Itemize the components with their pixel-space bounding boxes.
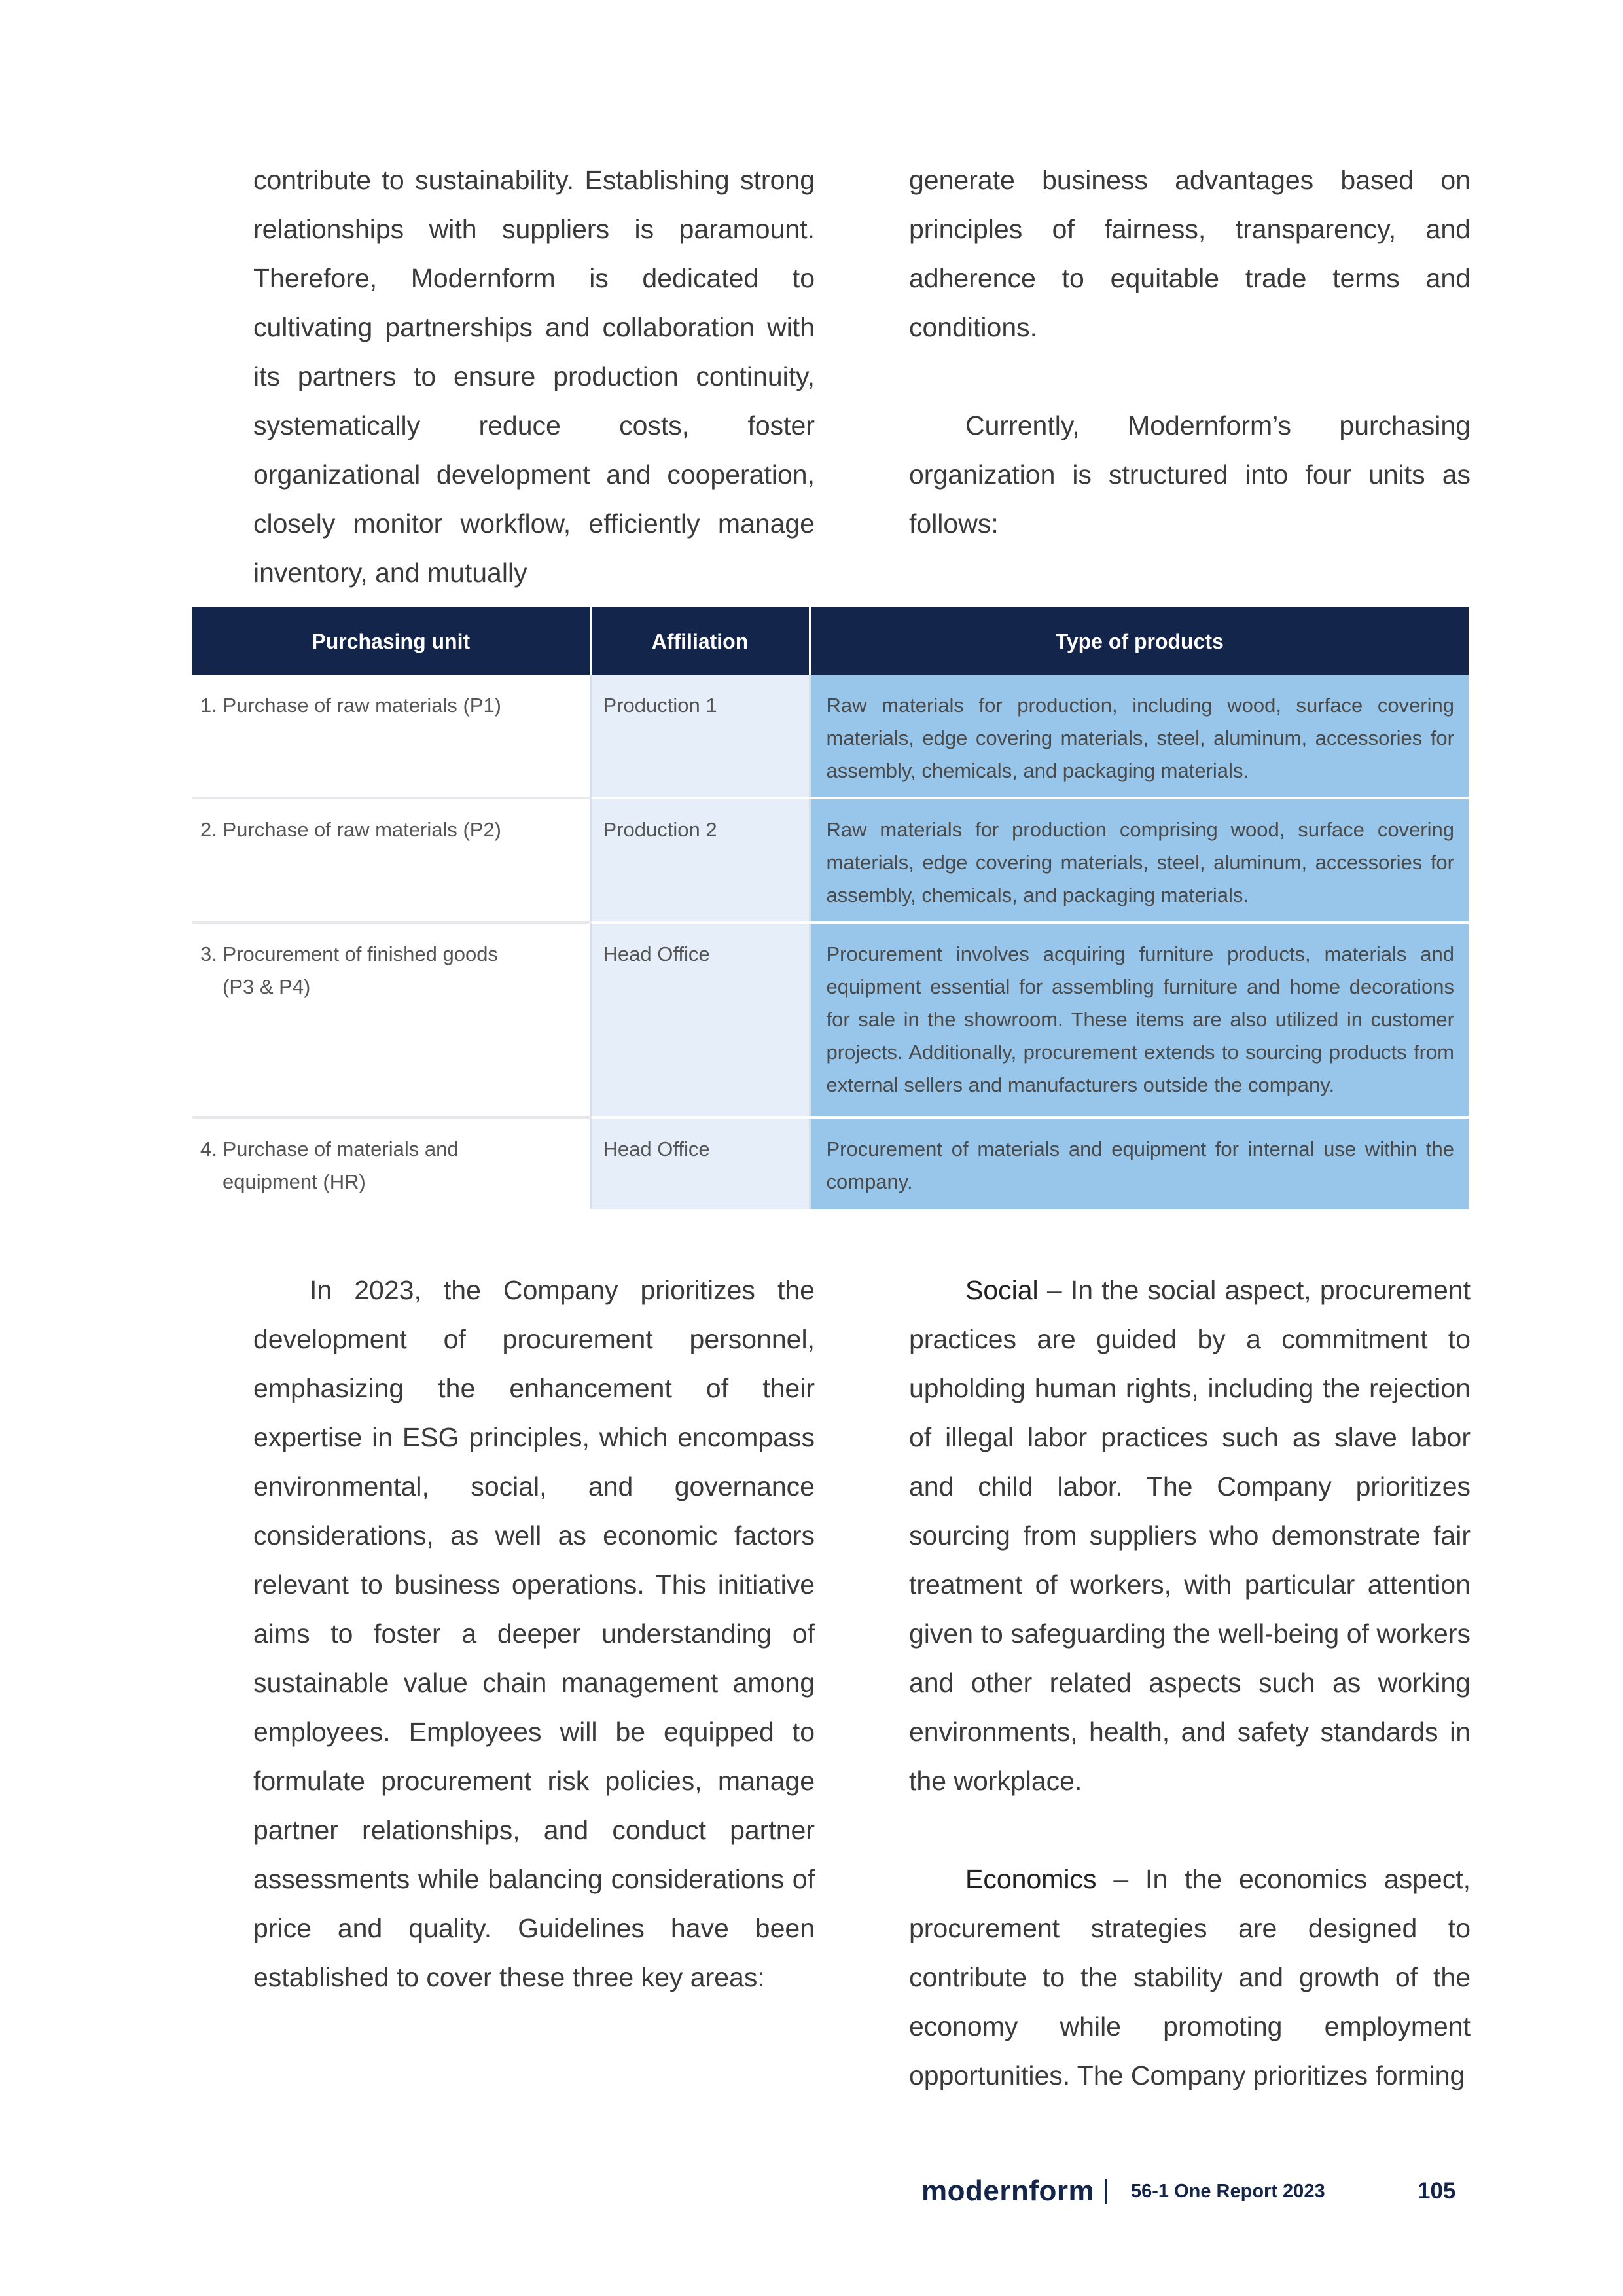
modernform-logo: modernform: [921, 2175, 1095, 2207]
products-cell: Raw materials for production, including wood, surface covering materials, edge covering materials, steel, aluminum, accessories for assembly, chemicals, and packaging materials.: [810, 675, 1469, 798]
bottom-left-column: [253, 1266, 815, 2002]
products-cell: Procurement of materials and equipment for internal use within the company.: [810, 1117, 1469, 1209]
purchasing-units-table: [192, 607, 1469, 1209]
paragraph-economics: [909, 1855, 1471, 2100]
affiliation-cell: Production 2: [590, 798, 810, 922]
top-left-column: [253, 156, 815, 598]
paragraph-procurement-personnel: In 2023, the Company prioritizes the development of procurement personnel, emphasizing the enhancement of their expertise in ESG principles, which encompass environmental, social, and governance considerations, as well as economic factors relevant to business operations. This initiative aims to foster a deeper understanding of sustainable value chain management among employees. Employees will be equipped to formulate procurement risk policies, manage partner relationships, and conduct partner assessments while balancing considerations of price and quality. Guidelines have been established to cover these three key areas:: [253, 1275, 815, 1992]
table-header-row: [192, 607, 1469, 675]
unit-name: 3. Procurement of finished goods: [200, 942, 498, 965]
header-affiliation: Affiliation: [590, 607, 810, 675]
affiliation-cell: Head Office: [590, 1117, 810, 1209]
paragraph-gap: [909, 1806, 1471, 1855]
footer-divider: [1105, 2179, 1107, 2204]
affiliation-cell: Head Office: [590, 922, 810, 1117]
report-title: 56-1 One Report 2023: [1131, 2180, 1325, 2202]
paragraph-business-advantages: generate business advantages based on principles of fairness, transparency, and adherence to equitable trade terms and conditions.: [909, 165, 1471, 342]
table-row: [192, 675, 1469, 798]
economics-heading: Economics: [965, 1864, 1097, 1894]
table-row: [192, 798, 1469, 922]
products-cell: Procurement involves acquiring furniture products, materials and equipment essential for assembling furniture and home decorations for sale in the showroom. These items are also utilized in customer projects. Additionally, procurement extends to sourcing products from external sellers and manufacturers outside the company.: [810, 922, 1469, 1117]
unit-name: 1. Purchase of raw materials (P1): [200, 694, 502, 717]
table-row: [192, 1117, 1469, 1209]
table-row: [192, 922, 1469, 1117]
purchasing-unit-cell: [192, 922, 590, 1117]
bottom-right-column: [909, 1266, 1471, 2100]
top-right-column: [909, 156, 1471, 548]
affiliation-cell: Production 1: [590, 675, 810, 798]
unit-name: 4. Purchase of materials and: [200, 1138, 459, 1160]
economics-text: – In the economics aspect, procurement strategies are designed to contribute to the stability and growth of the economy while promoting employment opportunities. The Company prioritizes forming: [909, 1864, 1471, 2090]
paragraph-purchasing-organization: Currently, Modernform’s purchasing organization is structured into four units as follows:: [909, 410, 1471, 539]
paragraph-sustainability: contribute to sustainability. Establishing strong relationships with suppliers is paramount. Therefore, Modernform is dedicated to cultivating partnerships and collaboration with its partners to ensure production continuity, systematically reduce costs, foster organizational development and cooperation, closely monitor workflow, efficiently manage inventory, and mutually: [253, 165, 815, 588]
paragraph-gap: [909, 352, 1471, 401]
social-text: – In the social aspect, procurement practices are guided by a commitment to upholding human rights, including the rejection of illegal labor practices such as slave labor and child labor. The Company prioritizes sourcing from suppliers who demonstrate fair treatment of workers, with particular attention given to safeguarding the well-being of workers and other related aspects such as working environments, health, and safety standards in the workplace.: [909, 1275, 1471, 1796]
unit-name: 2. Purchase of raw materials (P2): [200, 818, 502, 841]
social-heading: Social: [965, 1275, 1039, 1305]
purchasing-unit-cell: [192, 675, 590, 798]
page-number: 105: [1418, 2178, 1456, 2204]
unit-name-continued: equipment (HR): [223, 1170, 366, 1193]
paragraph-social: [909, 1266, 1471, 1806]
header-type-of-products: Type of products: [810, 607, 1469, 675]
purchasing-unit-cell: [192, 798, 590, 922]
header-purchasing-unit: Purchasing unit: [192, 607, 590, 675]
unit-name-continued: (P3 & P4): [223, 975, 311, 998]
purchasing-unit-cell: [192, 1117, 590, 1209]
products-cell: Raw materials for production comprising wood, surface covering materials, edge covering materials, steel, aluminum, accessories for assembly, chemicals, and packaging materials.: [810, 798, 1469, 922]
